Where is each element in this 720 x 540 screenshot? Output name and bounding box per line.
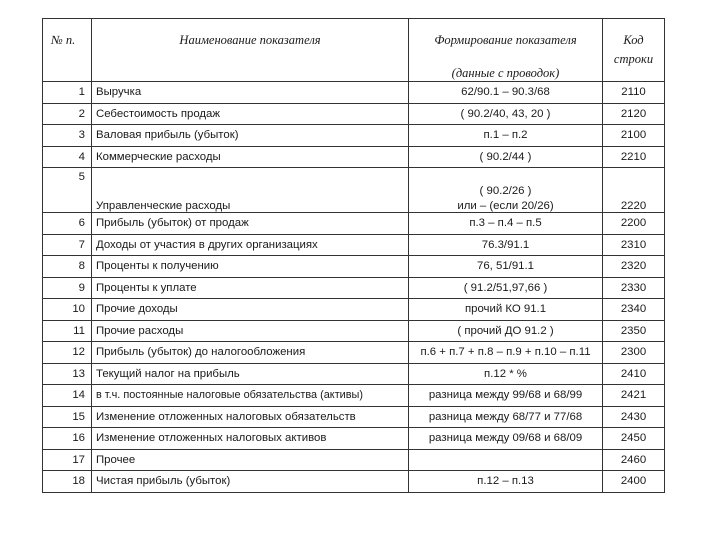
row-formation: 62/90.1 – 90.3/68 — [409, 82, 603, 104]
table-row — [43, 103, 665, 125]
row-code: 2330 — [603, 277, 665, 299]
table-row — [43, 277, 665, 299]
row-number: 4 — [43, 146, 92, 168]
row-number: 3 — [43, 125, 92, 147]
table-row — [43, 256, 665, 278]
row-number: 11 — [43, 320, 92, 342]
row-code: 2430 — [603, 406, 665, 428]
row-name: Прочие доходы — [92, 299, 409, 321]
row-number: 12 — [43, 342, 92, 364]
row-formation — [409, 168, 603, 213]
row-name: Доходы от участия в других организациях — [92, 234, 409, 256]
row-formation: 76, 51/91.1 — [409, 256, 603, 278]
row-formation-top: ( 90.2/26 ) — [479, 185, 532, 197]
row-code: 2410 — [603, 363, 665, 385]
row-name: Проценты к уплате — [92, 277, 409, 299]
row-formation: п.1 – п.2 — [409, 125, 603, 147]
table-row — [43, 320, 665, 342]
row-formation: п.3 – п.4 – п.5 — [409, 213, 603, 235]
row-code: 2460 — [603, 449, 665, 471]
row-code: 2210 — [603, 146, 665, 168]
header-no: № п. — [43, 19, 92, 82]
row-code: 2120 — [603, 103, 665, 125]
table-row — [43, 125, 665, 147]
header-formation — [409, 19, 603, 82]
row-code: 2300 — [603, 342, 665, 364]
row-formation: прочий КО 91.1 — [409, 299, 603, 321]
row-formation-bottom: или – (если 20/26) — [457, 200, 554, 212]
row-code: 2100 — [603, 125, 665, 147]
row-number: 16 — [43, 428, 92, 450]
table-row — [43, 449, 665, 471]
row-number: 15 — [43, 406, 92, 428]
header-formation-subtitle: (данные с проводок) — [451, 66, 560, 80]
row-name: Чистая прибыль (убыток) — [92, 471, 409, 493]
row-code: 2350 — [603, 320, 665, 342]
row-number: 18 — [43, 471, 92, 493]
row-number: 5 — [43, 168, 92, 213]
row-number: 10 — [43, 299, 92, 321]
row-formation: ( прочий ДО 91.2 ) — [409, 320, 603, 342]
row-name: Проценты к получению — [92, 256, 409, 278]
row-name: Текущий налог на прибыль — [92, 363, 409, 385]
row-name: Изменение отложенных налоговых обязательств — [92, 406, 409, 428]
row-code: 2340 — [603, 299, 665, 321]
table-row — [43, 406, 665, 428]
row-code: 2200 — [603, 213, 665, 235]
row-formation: п.12 * % — [409, 363, 603, 385]
row-number: 7 — [43, 234, 92, 256]
row-name: Выручка — [92, 82, 409, 104]
row-number: 2 — [43, 103, 92, 125]
table-row — [43, 213, 665, 235]
row-formation: п.6 + п.7 + п.8 – п.9 + п.10 – п.11 — [409, 342, 603, 364]
row-code: 2421 — [603, 385, 665, 407]
row-code: 2450 — [603, 428, 665, 450]
row-formation: 76.3/91.1 — [409, 234, 603, 256]
row-number: 13 — [43, 363, 92, 385]
header-code-line2: строки — [613, 52, 654, 66]
row-formation: разница между 68/77 и 77/68 — [409, 406, 603, 428]
row-code: 2220 — [603, 168, 665, 213]
table-row — [43, 428, 665, 450]
table-row — [43, 168, 665, 213]
row-name: Прочее — [92, 449, 409, 471]
row-name: Коммерческие расходы — [92, 146, 409, 168]
row-name: в т.ч. постоянные налоговые обязательства (активы) — [92, 385, 409, 407]
row-formation: ( 90.2/44 ) — [409, 146, 603, 168]
header-formation-title: Формирование показателя — [434, 33, 577, 47]
header-code — [603, 19, 665, 82]
table-row — [43, 342, 665, 364]
row-formation: ( 91.2/51,97,66 ) — [409, 277, 603, 299]
row-name: Управленческие расходы — [92, 168, 409, 213]
header-row — [43, 19, 665, 82]
row-code: 2310 — [603, 234, 665, 256]
header-code-line1: Код — [623, 33, 644, 47]
table-row — [43, 146, 665, 168]
table-row — [43, 234, 665, 256]
row-number: 17 — [43, 449, 92, 471]
row-formation: разница между 99/68 и 68/99 — [409, 385, 603, 407]
row-code: 2320 — [603, 256, 665, 278]
row-name: Прочие расходы — [92, 320, 409, 342]
row-number: 8 — [43, 256, 92, 278]
report-table — [42, 18, 665, 493]
row-formation: п.12 – п.13 — [409, 471, 603, 493]
row-name: Прибыль (убыток) до налогообложения — [92, 342, 409, 364]
row-name: Прибыль (убыток) от продаж — [92, 213, 409, 235]
table-row — [43, 82, 665, 104]
row-formation: ( 90.2/40, 43, 20 ) — [409, 103, 603, 125]
row-formation — [409, 449, 603, 471]
row-name: Валовая прибыль (убыток) — [92, 125, 409, 147]
row-code: 2400 — [603, 471, 665, 493]
row-number: 6 — [43, 213, 92, 235]
row-name: Изменение отложенных налоговых активов — [92, 428, 409, 450]
row-number: 14 — [43, 385, 92, 407]
row-formation: разница между 09/68 и 68/09 — [409, 428, 603, 450]
table-row — [43, 299, 665, 321]
table-row — [43, 385, 665, 407]
row-number: 1 — [43, 82, 92, 104]
table-row — [43, 363, 665, 385]
row-name: Себестоимость продаж — [92, 103, 409, 125]
row-code: 2110 — [603, 82, 665, 104]
header-name: Наименование показателя — [92, 19, 409, 82]
table-row — [43, 471, 665, 493]
row-number: 9 — [43, 277, 92, 299]
